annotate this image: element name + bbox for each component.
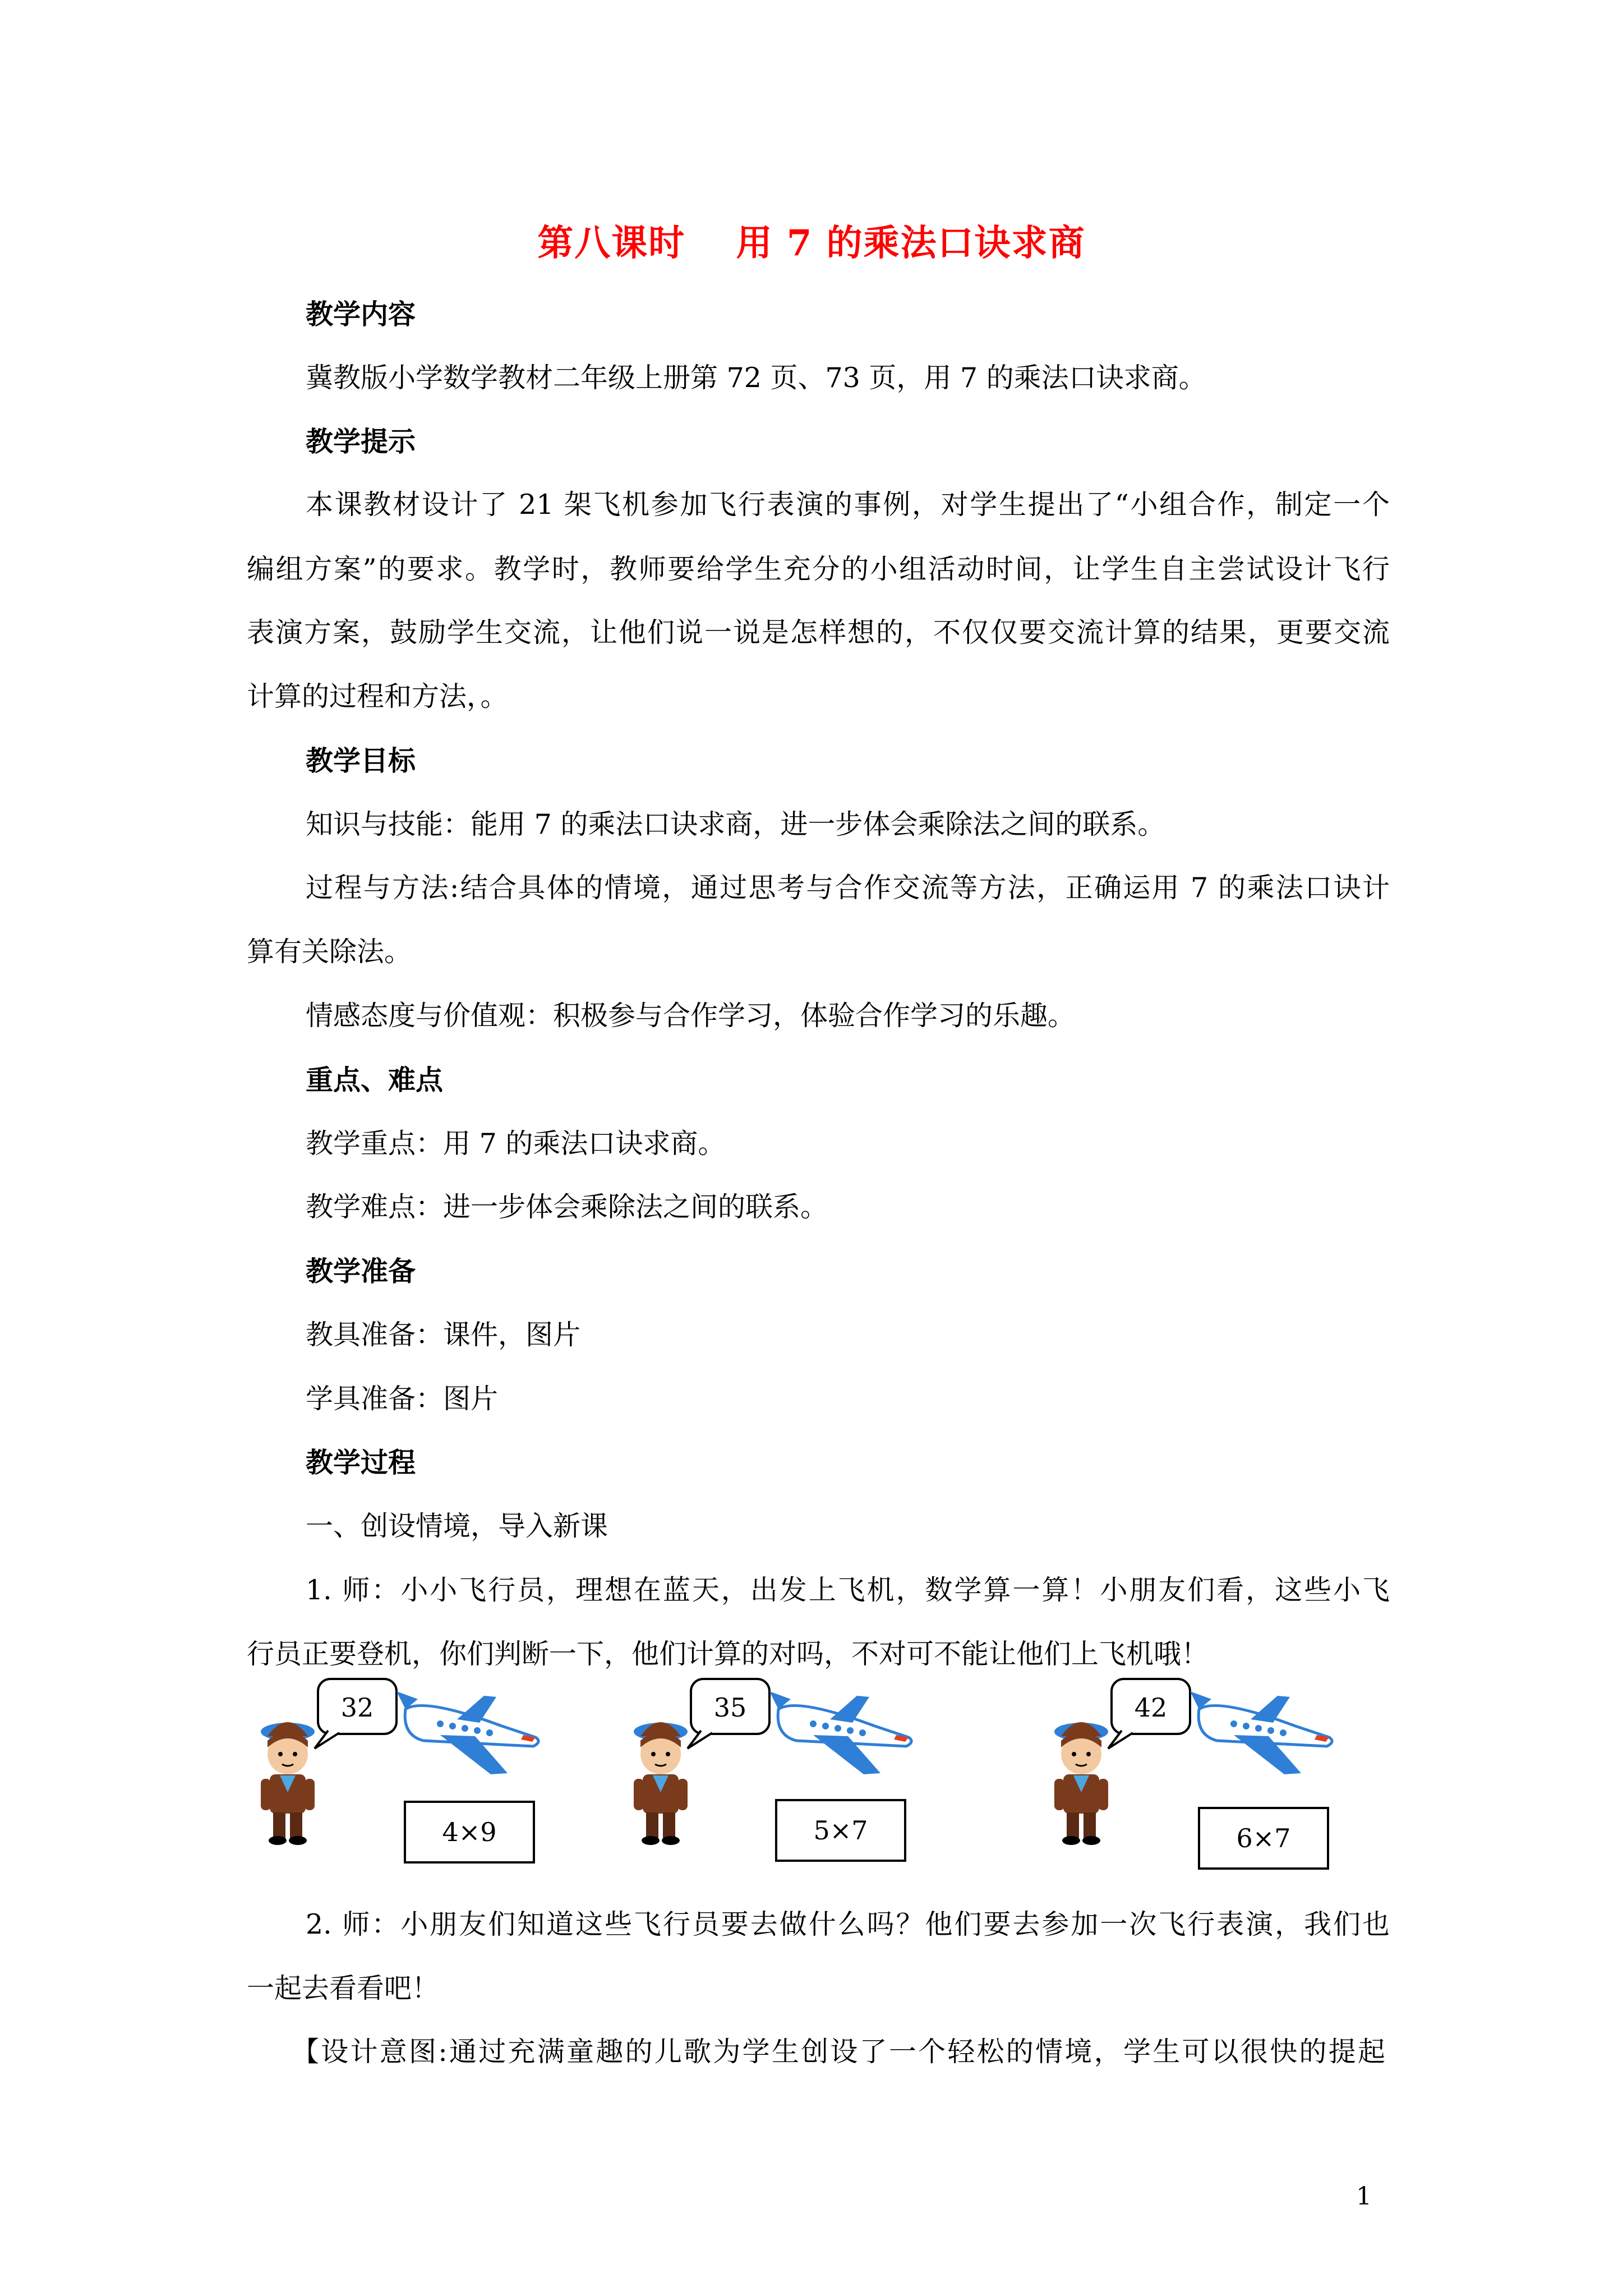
pilot-scene: [255, 1674, 547, 1860]
goal-process-line: 过程与方法:结合具体的情境，通过思考与合作交流等方法，正确运用 7 的乘法口诀计: [306, 872, 1390, 904]
expression-box: 5×7: [775, 1799, 906, 1862]
airplane-icon: [1190, 1691, 1332, 1774]
expression-box: 4×9: [404, 1801, 535, 1864]
difficult-point: 教学难点：进一步体会乘除法之间的联系。: [306, 1191, 828, 1223]
hint-line: 本课教材设计了 21 架飞机参加飞行表演的事例，对学生提出了“小组合作，制定一个: [306, 489, 1390, 521]
step2-line: 一起去看看吧！: [247, 1972, 440, 2004]
pilot-answer: 42: [1134, 1692, 1168, 1723]
pilot-figure-icon: [634, 1722, 688, 1845]
goal-emotion: 情感态度与价值观：积极参与合作学习，体验合作学习的乐趣。: [306, 1000, 1076, 1032]
pilot-figure-icon: [261, 1722, 315, 1845]
expression-box: 6×7: [1198, 1807, 1329, 1870]
goal-process-line: 算有关除法。: [247, 936, 412, 968]
step2-line: 2. 师：小朋友们知道这些飞行员要去做什么吗？他们要去参加一次飞行表演，我们也: [306, 1908, 1390, 1940]
hint-line: 编组方案”的要求。教学时，教师要给学生充分的小组活动时间，让学生自主尝试设计飞行: [247, 553, 1390, 585]
page-title: 第八课时 用 7 的乘法口诀求商: [537, 222, 1086, 264]
pilot-figure-icon: [1054, 1722, 1108, 1845]
heading-content: 教学内容: [306, 298, 416, 330]
airplane-icon: [396, 1691, 538, 1774]
step1-title: 一、创设情境，导入新课: [306, 1510, 608, 1542]
step1-line: 行员正要登机，你们判断一下，他们计算的对吗，不对可不能让他们上飞机哦！: [247, 1638, 1209, 1670]
heading-hint: 教学提示: [306, 425, 416, 458]
heading-key: 重点、难点: [306, 1064, 444, 1096]
key-point: 教学重点：用 7 的乘法口诀求商。: [306, 1128, 726, 1159]
pilot-scene: [628, 1674, 920, 1860]
pilot-answer: 35: [713, 1692, 747, 1723]
prep-student: 学具准备：图片: [306, 1383, 499, 1415]
hint-line: 表演方案，鼓励学生交流，让他们说一说是怎样想的，不仅仅要交流计算的结果，更要交流: [247, 616, 1390, 648]
heading-goal: 教学目标: [306, 744, 416, 777]
pilot-answer: 32: [340, 1692, 374, 1723]
design-intent: 【设计意图:通过充满童趣的儿歌为学生创设了一个轻松的情境，学生可以很快的提起: [292, 2036, 1385, 2068]
goal-knowledge: 知识与技能：能用 7 的乘法口诀求商，进一步体会乘除法之间的联系。: [306, 808, 1165, 840]
heading-prep: 教学准备: [306, 1255, 416, 1287]
prep-teacher: 教具准备：课件，图片: [306, 1319, 581, 1351]
content-text: 冀教版小学数学教材二年级上册第 72 页、73 页，用 7 的乘法口诀求商。: [306, 362, 1206, 394]
step1-line: 1. 师：小小飞行员，理想在蓝天，出发上飞机，数学算一算！小朋友们看，这些小飞: [306, 1574, 1390, 1606]
page-number: 1: [1356, 2182, 1372, 2211]
heading-process: 教学过程: [306, 1446, 416, 1479]
pilot-scene: [1049, 1674, 1340, 1871]
airplane-icon: [769, 1691, 911, 1774]
hint-line: 计算的过程和方法，。: [247, 680, 508, 712]
